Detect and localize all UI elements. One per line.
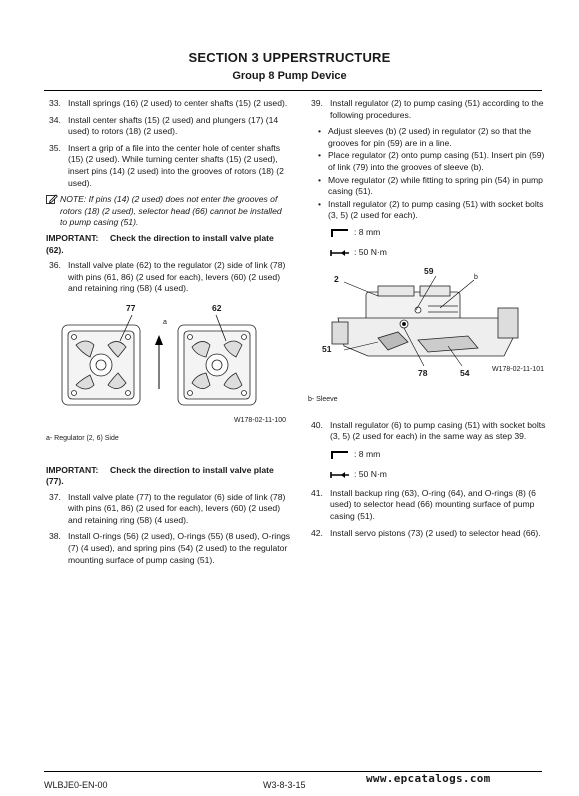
callout-2: 2: [334, 273, 339, 284]
step-number: 42.: [311, 527, 323, 538]
step-number: 37.: [49, 491, 61, 502]
step-number: 33.: [49, 98, 61, 108]
important-text: Check the direction to install valve plate (77).: [46, 464, 274, 487]
step-38: [46, 531, 291, 566]
bullet-item: • Install regulator (2) to pump casing (51) with socket bolts (3, 5) (2 used for each).: [318, 198, 544, 221]
step-41: [308, 488, 546, 523]
header-rule: [44, 90, 542, 91]
figure-id: W178-02-11-101: [491, 365, 544, 373]
important-1: [46, 233, 291, 256]
step-37: [46, 492, 291, 527]
important-2: [46, 465, 291, 488]
left-column: [46, 98, 291, 571]
step-text: Install regulator (6) to pump casing (51) with socket bolts (3, 5) (2 used for each) in the same way as step 39.: [330, 419, 546, 442]
step-text: Install servo pistons (73) (2 used) to selector head (66).: [330, 527, 541, 538]
section-title: SECTION 3 UPPERSTRUCTURE: [188, 50, 391, 65]
website-watermark: www.epcatalogs.com: [366, 772, 491, 785]
bullet-item: • Adjust sleeves (b) (2 used) in regulator (2) so that the grooves for pin (59) are in a line.: [318, 126, 532, 148]
step-40: [308, 420, 546, 443]
step-text: Insert a grip of a file into the center hole of center shafts (15) (2 used). While turning center shafts (15) (2 used), insert pins (14) (2 used) into the grooves of rotors (18) (2 used).: [68, 142, 284, 188]
important-text: Check the direction to install valve plate (62).: [46, 232, 274, 255]
figure-id: W178-02-11-100: [233, 416, 286, 424]
torque-value: : 50 N·m: [354, 247, 387, 258]
bullet-item: • Move regulator (2) while fitting to spring pin (54) in pump casing (51).: [318, 174, 543, 197]
tool-size: : 8 mm: [354, 227, 381, 238]
callout-62: 62: [212, 302, 222, 313]
bullet-text: Adjust sleeves (b) (2 used) in regulator (2) so that the grooves for pin (59) are in a line.: [328, 126, 532, 148]
callout-77: 77: [126, 302, 136, 313]
hex-wrench-icon: [330, 450, 350, 460]
document-code: WLBJE0-EN-00: [44, 780, 108, 790]
page-number: W3-8-3-15: [263, 780, 306, 790]
tool-spec-1: [330, 226, 546, 240]
note-pencil-icon: [46, 194, 58, 205]
torque-wrench-icon: [330, 470, 350, 480]
torque-wrench-icon: [330, 248, 350, 258]
step-number: 36.: [49, 260, 61, 271]
bullet-item: • Place regulator (2) onto pump casing (51). Insert pin (59) of link (79) into the grooves of sleeve (b).: [318, 150, 545, 172]
bullet-text: Install regulator (2) to pump casing (51) with socket bolts (3, 5) (2 used for each).: [328, 198, 544, 221]
callout-78: 78: [418, 367, 428, 378]
step-text: Install regulator (2) to pump casing (51) according to the following procedures.: [330, 98, 544, 120]
note-text: NOTE: If pins (14) (2 used) does not enter the grooves of rotors (18) (2 used), selector head (66) cannot be installed to pump casing (51).: [60, 194, 282, 228]
important-label: IMPORTANT:: [46, 232, 99, 243]
step-number: 34.: [49, 114, 61, 125]
step-number: 40.: [311, 419, 323, 430]
step-text: Install backup ring (63), O-ring (64), and O-rings (8) (6 used) to selector head (66) mounting surface of pump casing (51).: [330, 487, 536, 521]
step-text: Install valve plate (77) to the regulator (6) side of link (78) with pins (61, 86) (2 used for each), levers (60) (2 used) and retaining ring (58) (4 used).: [68, 491, 286, 525]
step-number: 38.: [49, 531, 61, 542]
callout-54: 54: [460, 367, 470, 378]
torque-value: : 50 N·m: [354, 468, 387, 479]
step-35: [46, 143, 291, 189]
torque-spec-2: [330, 468, 546, 482]
callout-b: b: [474, 273, 478, 281]
figure-legend: a- Regulator (2, 6) Side: [46, 434, 119, 442]
torque-spec-1: [330, 246, 546, 260]
tool-spec-2: [330, 448, 546, 462]
step-text: Install springs (16) (2 used) to center shafts (15) (2 used).: [68, 98, 288, 108]
tool-size: : 8 mm: [354, 448, 381, 459]
step-number: 39.: [311, 98, 323, 108]
procedure-bullets: [308, 126, 546, 222]
important-label: IMPORTANT:: [46, 464, 99, 475]
step-42: [308, 528, 546, 540]
step-34: [46, 115, 291, 138]
step-36: [46, 260, 291, 295]
step-33: [46, 98, 291, 110]
regulator-figure: [308, 266, 546, 394]
valve-plate-illustration: [46, 301, 291, 411]
hex-wrench-icon: [330, 228, 350, 238]
direction-arrow-label: a: [163, 318, 167, 326]
step-text: Install O-rings (56) (2 used), O-rings (55) (8 used), O-rings (7) (4 used), and spring pins (54) (2 used) to the regulator mounting surface of pump casing (51).: [68, 531, 291, 565]
right-column: [308, 98, 546, 544]
bullet-text: Move regulator (2) while fitting to spring pin (54) in pump casing (51).: [328, 174, 543, 197]
callout-59: 59: [424, 265, 434, 276]
step-number: 41.: [311, 487, 323, 498]
step-text: Install center shafts (15) (2 used) and plungers (17) (14 used) to rotors (18) (2 used).: [68, 114, 279, 137]
callout-51: 51: [322, 343, 332, 354]
note: [46, 194, 291, 229]
group-title: Group 8 Pump Device: [232, 70, 347, 82]
bullet-text: Place regulator (2) onto pump casing (51). Insert pin (59) of link (79) into the grooves of sleeve (b).: [328, 150, 545, 172]
valve-plate-figure: [46, 301, 291, 427]
step-39: [308, 98, 546, 121]
step-text: Install valve plate (62) to the regulator (2) side of link (78) with pins (61, 86) (2 used for each), levers (60) (2 used) and retaining ring (58) (4 used).: [68, 260, 286, 294]
figure-legend: b- Sleeve: [308, 395, 338, 403]
step-number: 35.: [49, 142, 61, 153]
